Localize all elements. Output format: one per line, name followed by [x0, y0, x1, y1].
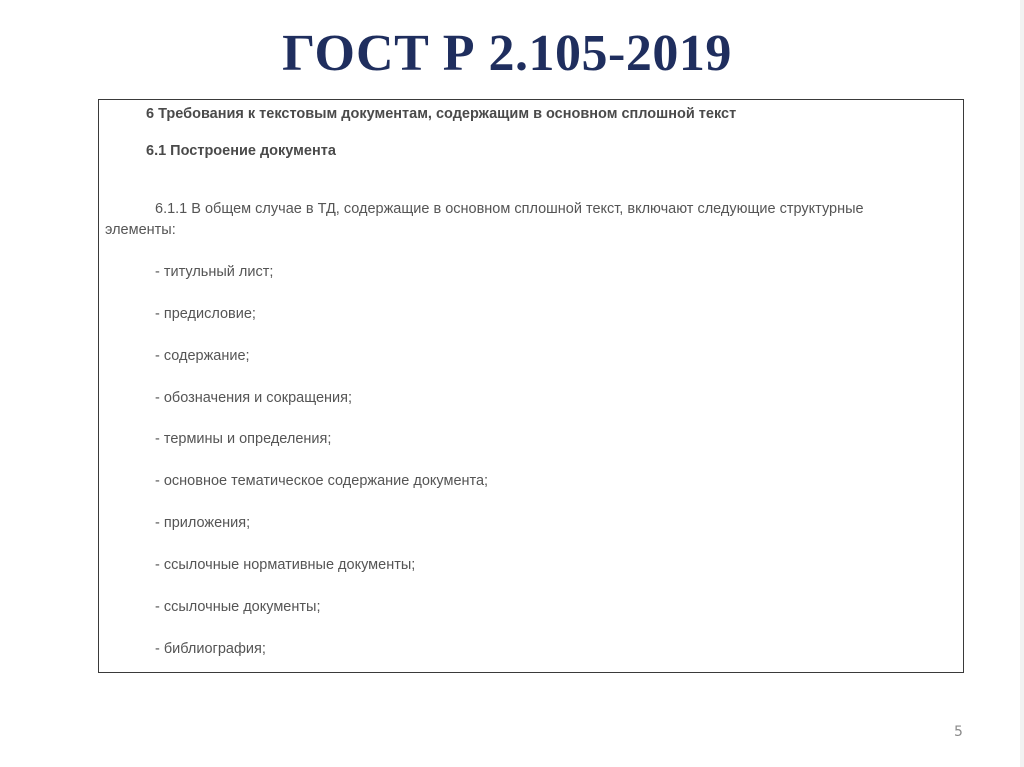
list-item: - титульный лист;: [155, 264, 274, 280]
list-item: - ссылочные нормативные документы;: [155, 557, 416, 573]
list-item: - предисловие;: [155, 306, 256, 322]
paragraph-line-2: элементы:: [105, 222, 176, 238]
subsection-heading: 6.1 Построение документа: [146, 143, 336, 159]
list-item: - термины и определения;: [155, 431, 332, 447]
list-item: - содержание;: [155, 348, 250, 364]
paragraph-line-1: 6.1.1 В общем случае в ТД, содержащие в основном сплошной текст, включают следующие структурные: [155, 201, 864, 217]
list-item: - приложения;: [155, 515, 251, 531]
list-item: - библиография;: [155, 641, 266, 657]
slide-title: ГОСТ Р 2.105-2019: [282, 25, 732, 82]
document-excerpt-frame: [98, 99, 964, 673]
list-item: - основное тематическое содержание документа;: [155, 473, 489, 489]
list-item: - обозначения и сокращения;: [155, 390, 353, 406]
section-heading: 6 Требования к текстовым документам, содержащим в основном сплошной текст: [146, 106, 737, 122]
slide-edge: [1020, 0, 1024, 767]
page-number: 5: [954, 724, 963, 740]
list-item: - ссылочные документы;: [155, 599, 321, 615]
